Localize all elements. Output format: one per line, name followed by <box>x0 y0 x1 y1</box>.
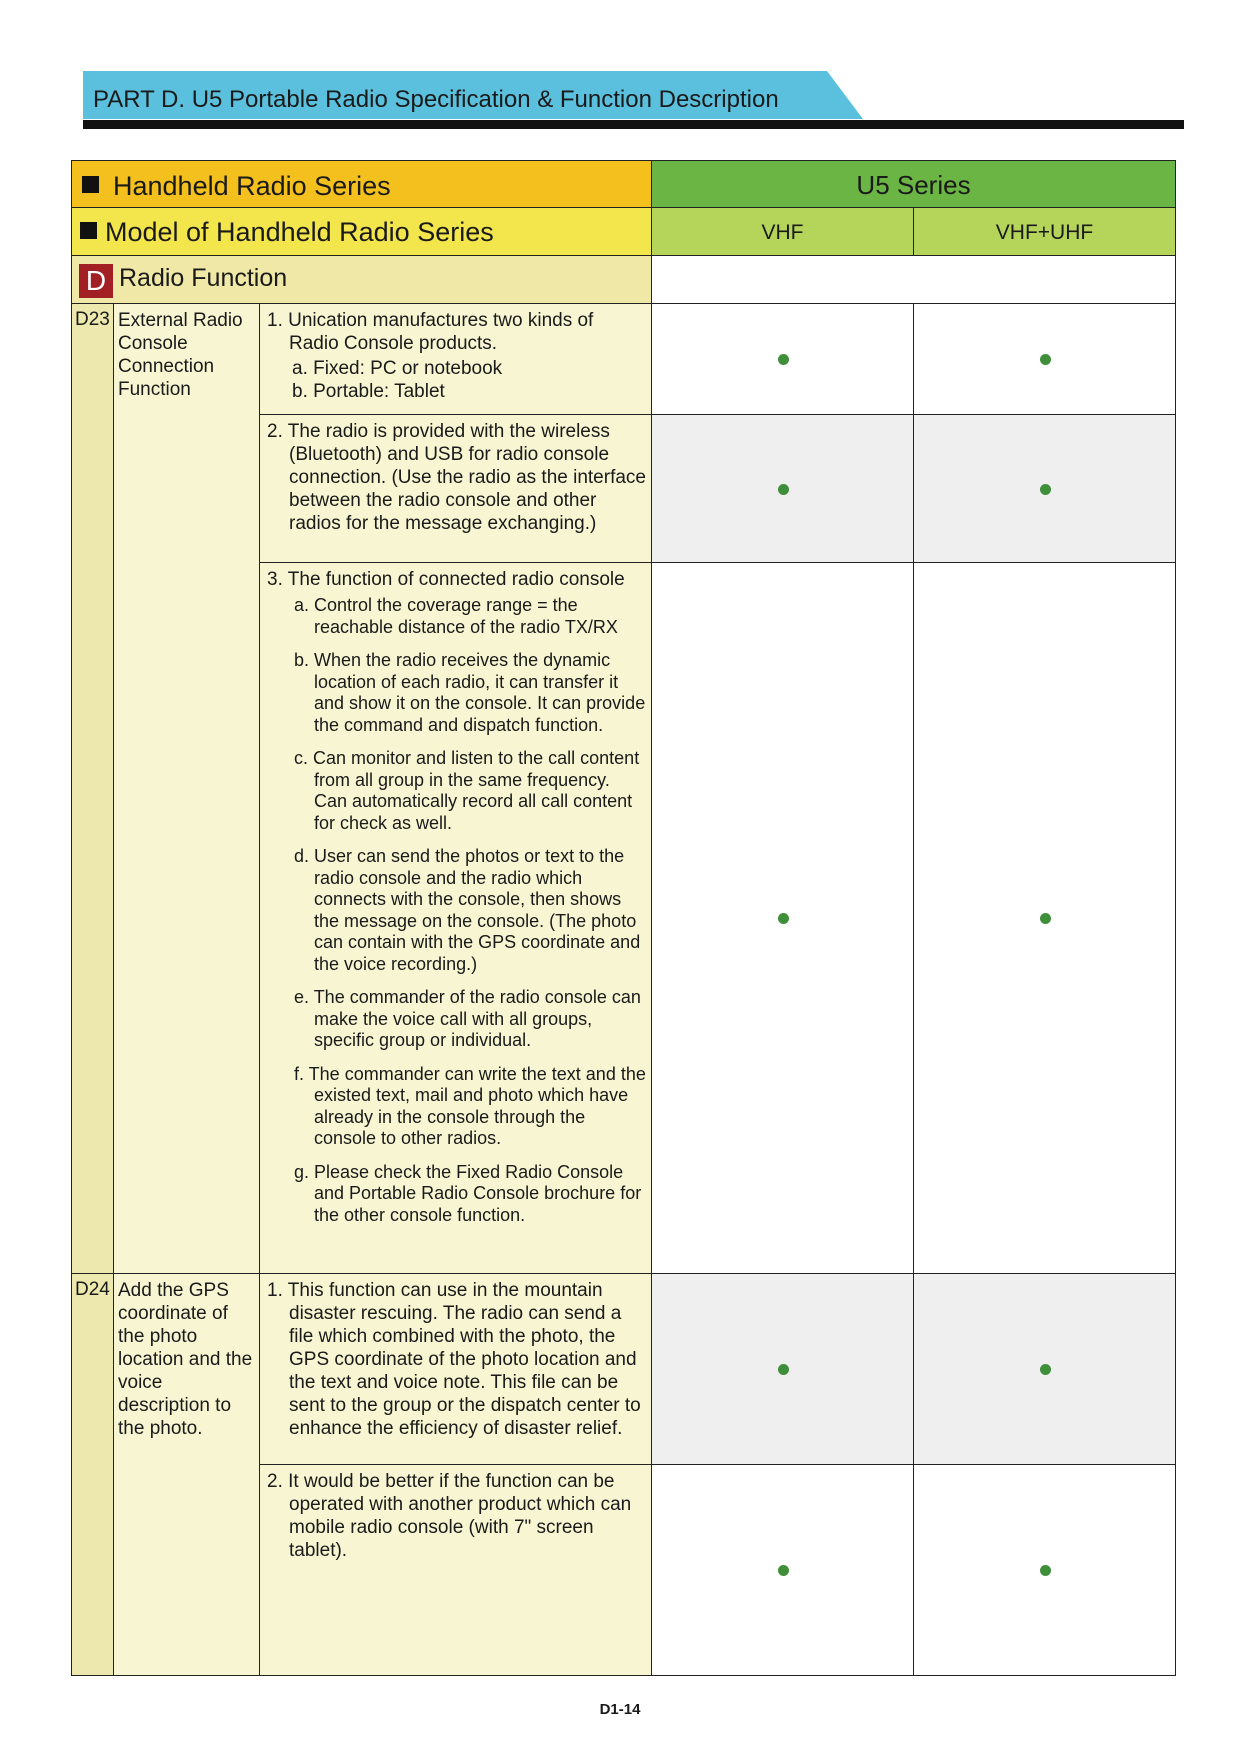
model-vhf: VHF <box>761 221 804 244</box>
supported-dot-icon <box>778 913 789 924</box>
model-vhf-cell <box>651 207 914 256</box>
row-d24-name: Add the GPS coordinate of the photo location and the voice description to the photo. <box>113 1273 260 1676</box>
supported-dot-icon <box>778 484 789 495</box>
header-rule <box>83 120 1184 129</box>
section-label-cell <box>71 255 652 304</box>
bullet-square-icon <box>82 176 99 193</box>
d23-item-2-uhf <box>913 414 1176 563</box>
section-badge: D <box>79 264 113 298</box>
d23-item-3-desc: 3. The function of connected radio console a. Control the coverage range = the reachable distance of the radio TX/RX b. When the radio receives the dynamic location of each radio, it can transfer it and show it on the console. It can provide the command and dispatch function. c. Can monitor and listen to the call content from all group in the same frequency. Can automatically record all call content for check as well. d. User can send the photos or text to the radio console and the radio which connects with the console, then shows the message on the console. (The photo can contain with the GPS coordinate and the voice recording.) e. The commander of the radio console can make the voice call with all groups, specific group or individual. f. The commander can write the text and the existed text, mail and photo which have already in the console through the console to other radios. g. Please check the Fixed Radio Console and Portable Radio Console brochure for the other console function. <box>259 562 652 1274</box>
series-label-cell <box>71 160 652 208</box>
page-title: PART D. U5 Portable Radio Specification & Function Description <box>93 86 779 113</box>
series-label: Handheld Radio Series <box>113 171 391 201</box>
page-number: D1-14 <box>599 1701 641 1718</box>
series-value-cell <box>651 160 1176 208</box>
d23-item-2-desc: 2. The radio is provided with the wireless (Bluetooth) and USB for radio console connection. (Use the radio as the interface between the radio console and other radios for the message exchanging.) <box>259 414 652 563</box>
section-label: Radio Function <box>119 264 288 292</box>
supported-dot-icon <box>1040 354 1051 365</box>
row-d23-id: D23 <box>71 303 114 1274</box>
series-value: U5 Series <box>856 170 971 200</box>
d23-item-1-vhf <box>651 303 914 415</box>
supported-dot-icon <box>1040 484 1051 495</box>
d24-item-2-desc: 2. It would be better if the function can be operated with another product which can mobile radio console (with 7" screen tablet). <box>259 1464 652 1676</box>
d23-item-3-uhf <box>913 562 1176 1274</box>
d24-item-1-uhf <box>913 1273 1176 1465</box>
model-vhf-uhf-cell <box>913 207 1176 256</box>
model-vhf-uhf: VHF+UHF <box>995 221 1094 244</box>
supported-dot-icon <box>778 1565 789 1576</box>
supported-dot-icon <box>1040 1364 1051 1375</box>
bullet-square-icon <box>80 222 97 239</box>
d23-item-2-vhf <box>651 414 914 563</box>
model-label: Model of Handheld Radio Series <box>105 217 494 247</box>
d24-item-2-vhf <box>651 1464 914 1676</box>
d23-item-1-desc: 1. Unication manufactures two kinds of Radio Console products. a. Fixed: PC or notebook b. Portable: Tablet <box>259 303 652 415</box>
d24-item-1-vhf <box>651 1273 914 1465</box>
d24-item-1-desc: 1. This function can use in the mountain disaster rescuing. The radio can send a file which combined with the photo, the GPS coordinate of the photo location and the text and voice note. This file can be sent to the group or the dispatch center to enhance the efficiency of disaster relief. <box>259 1273 652 1465</box>
supported-dot-icon <box>1040 1565 1051 1576</box>
row-d24-id: D24 <box>71 1273 114 1676</box>
row-d23-name: External Radio Console Connection Function <box>113 303 260 1274</box>
supported-dot-icon <box>778 1364 789 1375</box>
supported-dot-icon <box>1040 913 1051 924</box>
d23-item-3-vhf <box>651 562 914 1274</box>
model-label-cell <box>71 207 652 256</box>
supported-dot-icon <box>778 354 789 365</box>
d24-item-2-uhf <box>913 1464 1176 1676</box>
section-empty-cell <box>651 255 1176 304</box>
d23-item-1-uhf <box>913 303 1176 415</box>
